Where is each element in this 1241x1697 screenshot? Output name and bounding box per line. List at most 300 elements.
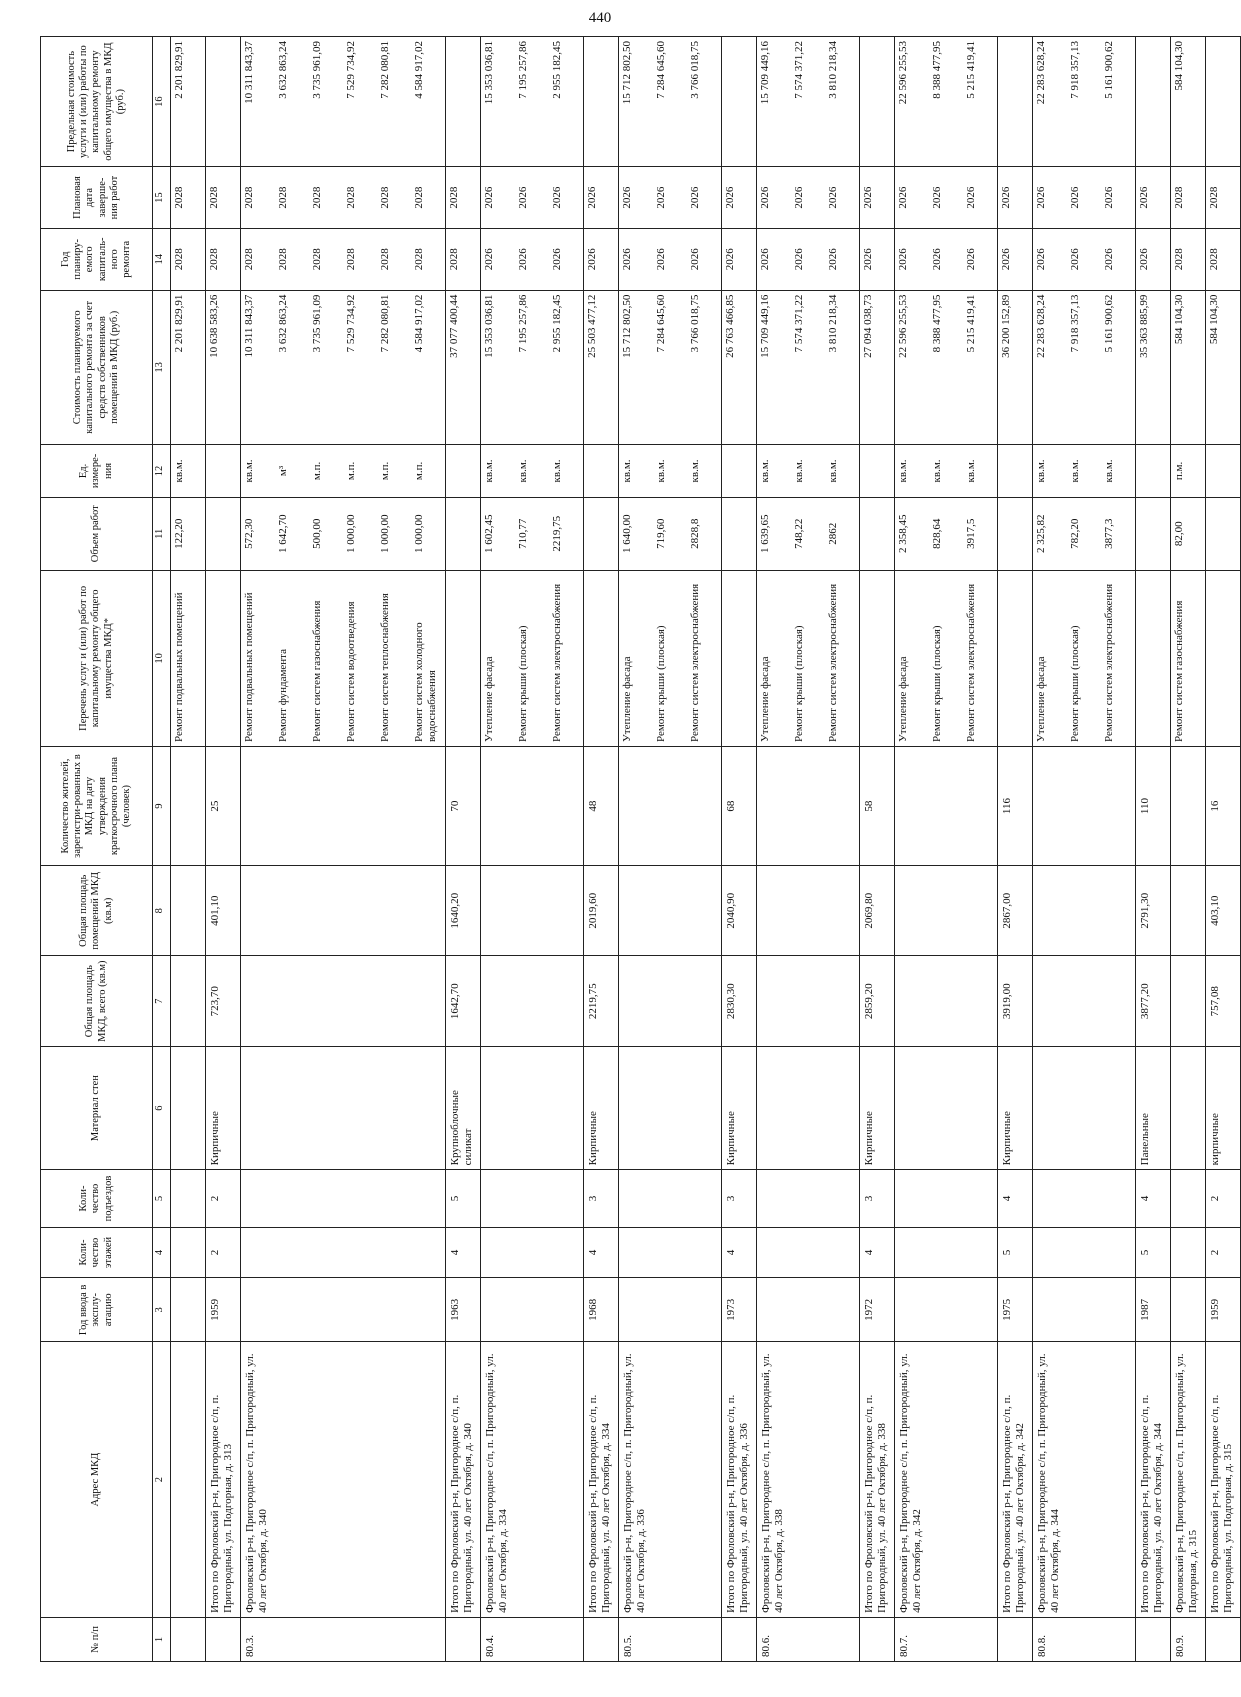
work-volume: 82,00 [1173, 521, 1185, 547]
residents-cell [895, 747, 998, 866]
work-plan-year-column [584, 228, 619, 290]
work-cost: 27 094 038,73 [862, 294, 874, 358]
work-unit-column [206, 444, 241, 497]
floors-cell-text: 5 [1001, 1249, 1013, 1256]
entrances-cell-text: 4 [1139, 1195, 1151, 1202]
work-unit [722, 445, 756, 497]
living-area-cell-text: 2791,30 [1139, 892, 1151, 929]
work-end-year: 2026 [1000, 186, 1012, 209]
year-cell [722, 1278, 757, 1342]
living-area-cell-text [241, 866, 247, 955]
row-number [895, 1617, 998, 1661]
row-number-text [722, 1618, 728, 1661]
work-unit: кв.м. [689, 459, 701, 483]
entrances-cell [584, 1170, 619, 1227]
living-area-cell-text [757, 866, 763, 955]
header-cell: Коли-чество подъездов [41, 1170, 153, 1227]
work-end-year-column [860, 167, 895, 229]
floors-cell [722, 1227, 757, 1278]
column-number: 8 [153, 866, 171, 956]
work-unit: кв.м. [1103, 459, 1115, 483]
work-limit-column [722, 37, 757, 167]
work-plan-year-column [446, 228, 481, 290]
work-plan-year: 2026 [689, 248, 701, 271]
work-unit-column [481, 444, 584, 497]
address-cell-text: Фроловский р-н, Пригородное с/п, п. Пригородный, ул. 40 лет Октября, д. 336 [622, 1353, 647, 1613]
work-end-year: 2026 [1035, 186, 1047, 209]
work-unit-column [1033, 444, 1136, 497]
work-volume [998, 498, 1032, 570]
address-cell-text: Фроловский р-н, Пригородное с/п, п. Пригородный, ул. 40 лет Октября, д. 340 [244, 1353, 269, 1613]
address-cell [584, 1342, 619, 1618]
work-volume-column [757, 497, 860, 570]
work-unit [584, 445, 618, 497]
row-number [998, 1617, 1033, 1661]
entrances-cell-text: 2 [209, 1195, 221, 1202]
material-cell [1033, 1046, 1136, 1169]
work-volume-column [446, 497, 481, 570]
work-limit: 5 161 900,62 [1103, 41, 1115, 99]
row-number-text: 80.5. [622, 1635, 634, 1657]
work-cost-column [722, 290, 757, 444]
work-cost-column [584, 290, 619, 444]
work-limit-column [998, 37, 1033, 167]
header-cell: Коли-чество этажей [41, 1227, 153, 1278]
work-volume-column [895, 497, 998, 570]
address-cell [241, 1342, 446, 1618]
total-area-cell [860, 956, 895, 1046]
year-cell-text [241, 1278, 247, 1341]
column-number: 12 [153, 444, 171, 497]
residents-cell [241, 747, 446, 866]
address-cell-text: Итого по Фроловский р-н, Пригородное с/п, п. Пригородный, ул. Подгорная, д. 313 [209, 1394, 234, 1613]
work-limit: 3 632 863,24 [277, 41, 289, 99]
work-limit: 3 810 218,34 [827, 41, 839, 99]
work-limit [998, 37, 1032, 166]
work-end-year-column [241, 167, 446, 229]
work-limit [584, 37, 618, 166]
entrances-cell [860, 1170, 895, 1227]
work-name-column [206, 570, 241, 746]
work-unit [446, 445, 480, 497]
residents-cell [998, 747, 1033, 866]
work-end-year: 2026 [517, 186, 529, 209]
work-end-year: 2026 [1069, 186, 1081, 209]
floors-cell-text: 4 [449, 1249, 461, 1256]
address-cell-text: Фроловский р-н, Пригородное с/п, п. Пригородный, ул. 40 лет Октября, д. 342 [898, 1353, 923, 1613]
year-cell-text: 1973 [725, 1298, 737, 1321]
work-unit [998, 445, 1032, 497]
total-area-cell-text: 2219,75 [587, 983, 599, 1020]
work-unit: м³ [277, 465, 289, 477]
residents-cell-text: 70 [449, 800, 461, 812]
material-cell-text: Панельные [1139, 1113, 1151, 1166]
year-cell-text: 1987 [1139, 1298, 1151, 1321]
total-area-cell-text: 757,08 [1209, 986, 1221, 1017]
entrances-cell [171, 1170, 206, 1227]
column-number: 1 [153, 1617, 171, 1661]
work-volume [1136, 498, 1170, 570]
year-cell [1136, 1278, 1171, 1342]
residents-cell-text: 68 [725, 800, 737, 812]
column-number: 16 [153, 37, 171, 167]
row-number [1136, 1617, 1171, 1661]
work-cost: 3 632 863,24 [277, 294, 289, 353]
work-cost: 7 195 257,86 [517, 294, 529, 353]
entrances-cell-text [1033, 1170, 1039, 1226]
work-limit [1206, 37, 1240, 166]
floors-cell [619, 1227, 722, 1278]
living-area-cell-text [481, 866, 487, 955]
work-end-year: 2026 [759, 186, 771, 209]
material-cell-text [1033, 1047, 1039, 1169]
row-number [206, 1617, 241, 1661]
table-row [1206, 37, 1241, 1662]
residents-cell [1033, 747, 1136, 866]
address-cell [757, 1342, 860, 1618]
row-number-text: 80.9. [1174, 1635, 1186, 1657]
work-name: Ремонт систем электроснабжения [551, 583, 563, 743]
work-end-year-column [1171, 167, 1206, 229]
row-number [584, 1617, 619, 1661]
work-plan-year-column [722, 228, 757, 290]
living-area-cell-text: 401,10 [209, 895, 221, 926]
work-cost: 7 529 734,92 [345, 294, 357, 353]
work-volume: 1 640,00 [621, 514, 633, 554]
work-name: Утепление фасада [897, 656, 909, 743]
work-plan-year: 2028 [311, 248, 323, 271]
work-cost: 2 201 829,91 [173, 294, 185, 353]
work-limit: 7 529 734,92 [345, 41, 357, 99]
work-end-year: 2026 [483, 186, 495, 209]
work-name-column [1171, 570, 1206, 746]
living-area-cell-text: 1640,20 [449, 892, 461, 929]
work-name: Утепление фасада [621, 656, 633, 743]
floors-cell [241, 1227, 446, 1278]
year-cell [446, 1278, 481, 1342]
total-area-cell-text: 3919,00 [1001, 983, 1013, 1020]
repair-plan-table [40, 36, 1241, 1662]
work-volume-column [584, 497, 619, 570]
work-limit [206, 37, 240, 166]
total-area-cell [446, 956, 481, 1046]
row-number [171, 1617, 206, 1661]
floors-cell [1206, 1227, 1241, 1278]
work-volume-column [171, 497, 206, 570]
address-cell-text: Итого по Фроловский р-н, Пригородное с/п, п. Пригородный, ул. 40 лет Октября, д. 334 [587, 1394, 612, 1613]
work-cost-column [619, 290, 722, 444]
row-number-text [998, 1618, 1004, 1661]
table-row [1171, 37, 1206, 1662]
work-end-year-column [171, 167, 206, 229]
work-plan-year: 2026 [862, 248, 874, 271]
work-name-column [241, 570, 446, 746]
residents-cell [1206, 747, 1241, 866]
living-area-cell-text: 403,10 [1209, 895, 1221, 926]
row-number [722, 1617, 757, 1661]
work-end-year: 2028 [243, 186, 255, 209]
work-end-year: 2028 [1208, 186, 1220, 209]
work-limit-column [1136, 37, 1171, 167]
work-plan-year: 2026 [1035, 248, 1047, 271]
floors-cell-text: 5 [1139, 1249, 1151, 1256]
work-volume: 1 000,00 [345, 514, 357, 554]
entrances-cell-text: 3 [725, 1195, 737, 1202]
floors-cell-text: 2 [209, 1249, 221, 1256]
work-unit: кв.м. [173, 459, 185, 483]
work-end-year: 2026 [931, 186, 943, 209]
work-unit: м.п. [413, 461, 425, 481]
work-cost: 5 161 900,62 [1103, 294, 1115, 353]
work-plan-year-column [895, 228, 998, 290]
material-cell-text: Кирпичные [587, 1111, 599, 1166]
work-unit-column [1136, 444, 1171, 497]
work-cost: 22 283 628,24 [1035, 294, 1047, 358]
work-cost: 35 363 885,99 [1138, 294, 1150, 358]
row-number-text [860, 1618, 866, 1661]
total-area-cell-text: 723,70 [209, 986, 221, 1017]
work-plan-year: 2026 [517, 248, 529, 271]
work-volume: 2 358,45 [897, 514, 909, 554]
work-unit: м.п. [311, 461, 323, 481]
material-cell [446, 1046, 481, 1169]
row-number-text [1136, 1618, 1142, 1661]
work-plan-year: 2028 [345, 248, 357, 271]
address-cell [1033, 1342, 1136, 1618]
work-volume-column [619, 497, 722, 570]
total-area-cell [1171, 956, 1206, 1046]
work-name: Ремонт крыши (плоская) [793, 625, 805, 743]
total-area-cell-text [895, 956, 901, 1045]
work-name: Ремонт систем газоснабжения [1173, 600, 1185, 743]
header-cell: Стоимость планируемого капитального ремонта за счет средств собственников помещений в МКД (руб.) [41, 290, 153, 444]
work-limit-column [619, 37, 722, 167]
work-unit-column [895, 444, 998, 497]
work-cost: 15 709 449,16 [759, 294, 771, 358]
total-area-cell-text: 3877,20 [1139, 983, 1151, 1020]
work-plan-year: 2026 [724, 248, 736, 271]
entrances-cell-text [1171, 1170, 1177, 1226]
work-end-year-column [1206, 167, 1241, 229]
year-cell-text [895, 1278, 901, 1341]
work-volume: 748,22 [793, 518, 805, 549]
total-area-cell [1136, 956, 1171, 1046]
work-volume-column [206, 497, 241, 570]
work-volume: 3877,3 [1103, 518, 1115, 549]
work-cost-column [860, 290, 895, 444]
table-row [895, 37, 998, 1662]
total-area-cell-text [619, 956, 625, 1045]
work-limit-column [1171, 37, 1206, 167]
residents-cell-text [895, 747, 901, 865]
floors-cell-text [619, 1228, 625, 1278]
work-cost: 3 810 218,34 [827, 294, 839, 353]
work-name: Ремонт крыши (плоская) [655, 625, 667, 743]
address-cell-text: Фроловский р-н, Пригородное с/п, п. Пригородный, ул. 40 лет Октября, д. 344 [1036, 1353, 1061, 1613]
work-limit [722, 37, 756, 166]
table-row [171, 37, 206, 1662]
work-cost-column [895, 290, 998, 444]
work-end-year: 2026 [724, 186, 736, 209]
total-area-cell [206, 956, 241, 1046]
work-plan-year: 2028 [243, 248, 255, 271]
work-unit: кв.м. [1035, 459, 1047, 483]
entrances-cell [895, 1170, 998, 1227]
work-name: Утепление фасада [759, 656, 771, 743]
year-cell-text [619, 1278, 625, 1341]
work-volume: 2862 [827, 522, 839, 545]
entrances-cell [757, 1170, 860, 1227]
column-number: 14 [153, 228, 171, 290]
work-name [446, 571, 480, 746]
rotated-table-container [40, 36, 1234, 1662]
work-unit-column [584, 444, 619, 497]
material-cell-text [171, 1047, 177, 1169]
work-end-year: 2026 [827, 186, 839, 209]
work-plan-year: 2028 [379, 248, 391, 271]
work-limit: 15 353 036,81 [483, 41, 495, 105]
work-plan-year: 2026 [483, 248, 495, 271]
year-cell [171, 1278, 206, 1342]
year-cell [1206, 1278, 1241, 1342]
work-unit: кв.м. [827, 459, 839, 483]
living-area-cell-text: 2069,80 [863, 892, 875, 929]
work-plan-year: 2026 [551, 248, 563, 271]
entrances-cell [1206, 1170, 1241, 1227]
work-name [722, 571, 756, 746]
work-end-year: 2028 [208, 186, 220, 209]
work-unit [1206, 445, 1240, 497]
year-cell [241, 1278, 446, 1342]
row-number [757, 1617, 860, 1661]
work-unit-column [860, 444, 895, 497]
work-volume: 1 642,70 [277, 514, 289, 554]
year-cell-text: 1963 [449, 1298, 461, 1321]
work-name: Ремонт систем электроснабжения [1103, 583, 1115, 743]
row-number-text: 80.8. [1036, 1635, 1048, 1657]
address-cell [171, 1342, 206, 1618]
work-volume: 2828,8 [689, 518, 701, 549]
work-limit-column [757, 37, 860, 167]
floors-cell [1171, 1227, 1206, 1278]
work-limit: 2 201 829,91 [173, 41, 185, 99]
table-body [171, 37, 1241, 1662]
total-area-cell-text [171, 956, 177, 1045]
material-cell [1136, 1046, 1171, 1169]
work-name: Утепление фасада [1035, 656, 1047, 743]
living-area-cell-text: 2867,00 [1001, 892, 1013, 929]
residents-cell [722, 747, 757, 866]
work-end-year-column [722, 167, 757, 229]
living-area-cell-text: 2019,60 [587, 892, 599, 929]
entrances-cell-text [481, 1170, 487, 1226]
row-number [619, 1617, 722, 1661]
work-volume: 2 325,82 [1035, 514, 1047, 554]
work-unit: кв.м. [1069, 459, 1081, 483]
work-volume-column [241, 497, 446, 570]
work-name: Ремонт подвальных помещений [173, 592, 185, 743]
entrances-cell [1136, 1170, 1171, 1227]
material-cell-text [619, 1047, 625, 1169]
work-end-year: 2028 [379, 186, 391, 209]
work-limit: 7 195 257,86 [517, 41, 529, 99]
work-name-column [998, 570, 1033, 746]
row-number [241, 1617, 446, 1661]
header-cell: Плановая дата заверше-ния работ [41, 167, 153, 229]
work-volume-column [1136, 497, 1171, 570]
work-name [860, 571, 894, 746]
residents-cell [1171, 747, 1206, 866]
work-cost: 10 638 583,26 [208, 294, 220, 358]
year-cell-text: 1959 [209, 1298, 221, 1321]
work-name: Ремонт систем электроснабжения [965, 583, 977, 743]
work-name [584, 571, 618, 746]
header-cell: Адрес МКД [41, 1342, 153, 1618]
work-end-year: 2028 [413, 186, 425, 209]
entrances-cell-text: 2 [1209, 1195, 1221, 1202]
work-name-column [446, 570, 481, 746]
row-number-text: 80.4. [484, 1635, 496, 1657]
work-volume: 1 602,45 [483, 514, 495, 554]
work-cost-column [206, 290, 241, 444]
living-area-cell [241, 866, 446, 956]
work-cost-column [1136, 290, 1171, 444]
living-area-cell [1033, 866, 1136, 956]
column-number: 3 [153, 1278, 171, 1342]
work-unit: кв.м. [931, 459, 943, 483]
work-plan-year-column [1206, 228, 1241, 290]
residents-cell [206, 747, 241, 866]
material-cell [619, 1046, 722, 1169]
work-end-year-column [757, 167, 860, 229]
header-cell: Перечень услуг и (или) работ по капитальному ремонту общего имущества МКД* [41, 570, 153, 746]
material-cell-text: Кирпичные [209, 1111, 221, 1166]
work-plan-year: 2026 [1000, 248, 1012, 271]
work-plan-year-column [1171, 228, 1206, 290]
address-cell-text: Итого по Фроловский р-н, Пригородное с/п, п. Пригородный, ул. 40 лет Октября, д. 340 [449, 1394, 474, 1613]
address-cell-text: Итого по Фроловский р-н, Пригородное с/п, п. Пригородный, ул. 40 лет Октября, д. 336 [725, 1394, 750, 1613]
entrances-cell [998, 1170, 1033, 1227]
header-cell: Общая площадь помещений МКД (кв.м) [41, 866, 153, 956]
work-name: Ремонт систем электроснабжения [827, 583, 839, 743]
work-end-year-column [895, 167, 998, 229]
work-cost: 36 200 152,89 [1000, 294, 1012, 358]
work-cost: 3 735 961,09 [311, 294, 323, 353]
work-end-year: 2026 [551, 186, 563, 209]
work-plan-year-column [619, 228, 722, 290]
row-number-text: 80.6. [760, 1635, 772, 1657]
work-name: Ремонт фундамента [277, 648, 289, 743]
work-end-year: 2028 [1173, 186, 1185, 209]
work-cost: 37 077 400,44 [448, 294, 460, 358]
total-area-cell-text [1033, 956, 1039, 1045]
work-limit: 584 104,30 [1173, 41, 1185, 91]
total-area-cell-text [481, 956, 487, 1045]
work-name-column [1033, 570, 1136, 746]
column-number: 11 [153, 497, 171, 570]
total-area-cell [584, 956, 619, 1046]
living-area-cell [998, 866, 1033, 956]
work-plan-year: 2028 [448, 248, 460, 271]
residents-cell-text: 48 [587, 800, 599, 812]
work-unit: кв.м. [759, 459, 771, 483]
total-area-cell-text [241, 956, 247, 1045]
work-cost: 584 104,30 [1173, 294, 1185, 345]
work-unit-column [171, 444, 206, 497]
work-limit-column [1206, 37, 1241, 167]
floors-cell-text [1171, 1228, 1177, 1278]
work-name: Ремонт подвальных помещений [243, 592, 255, 743]
